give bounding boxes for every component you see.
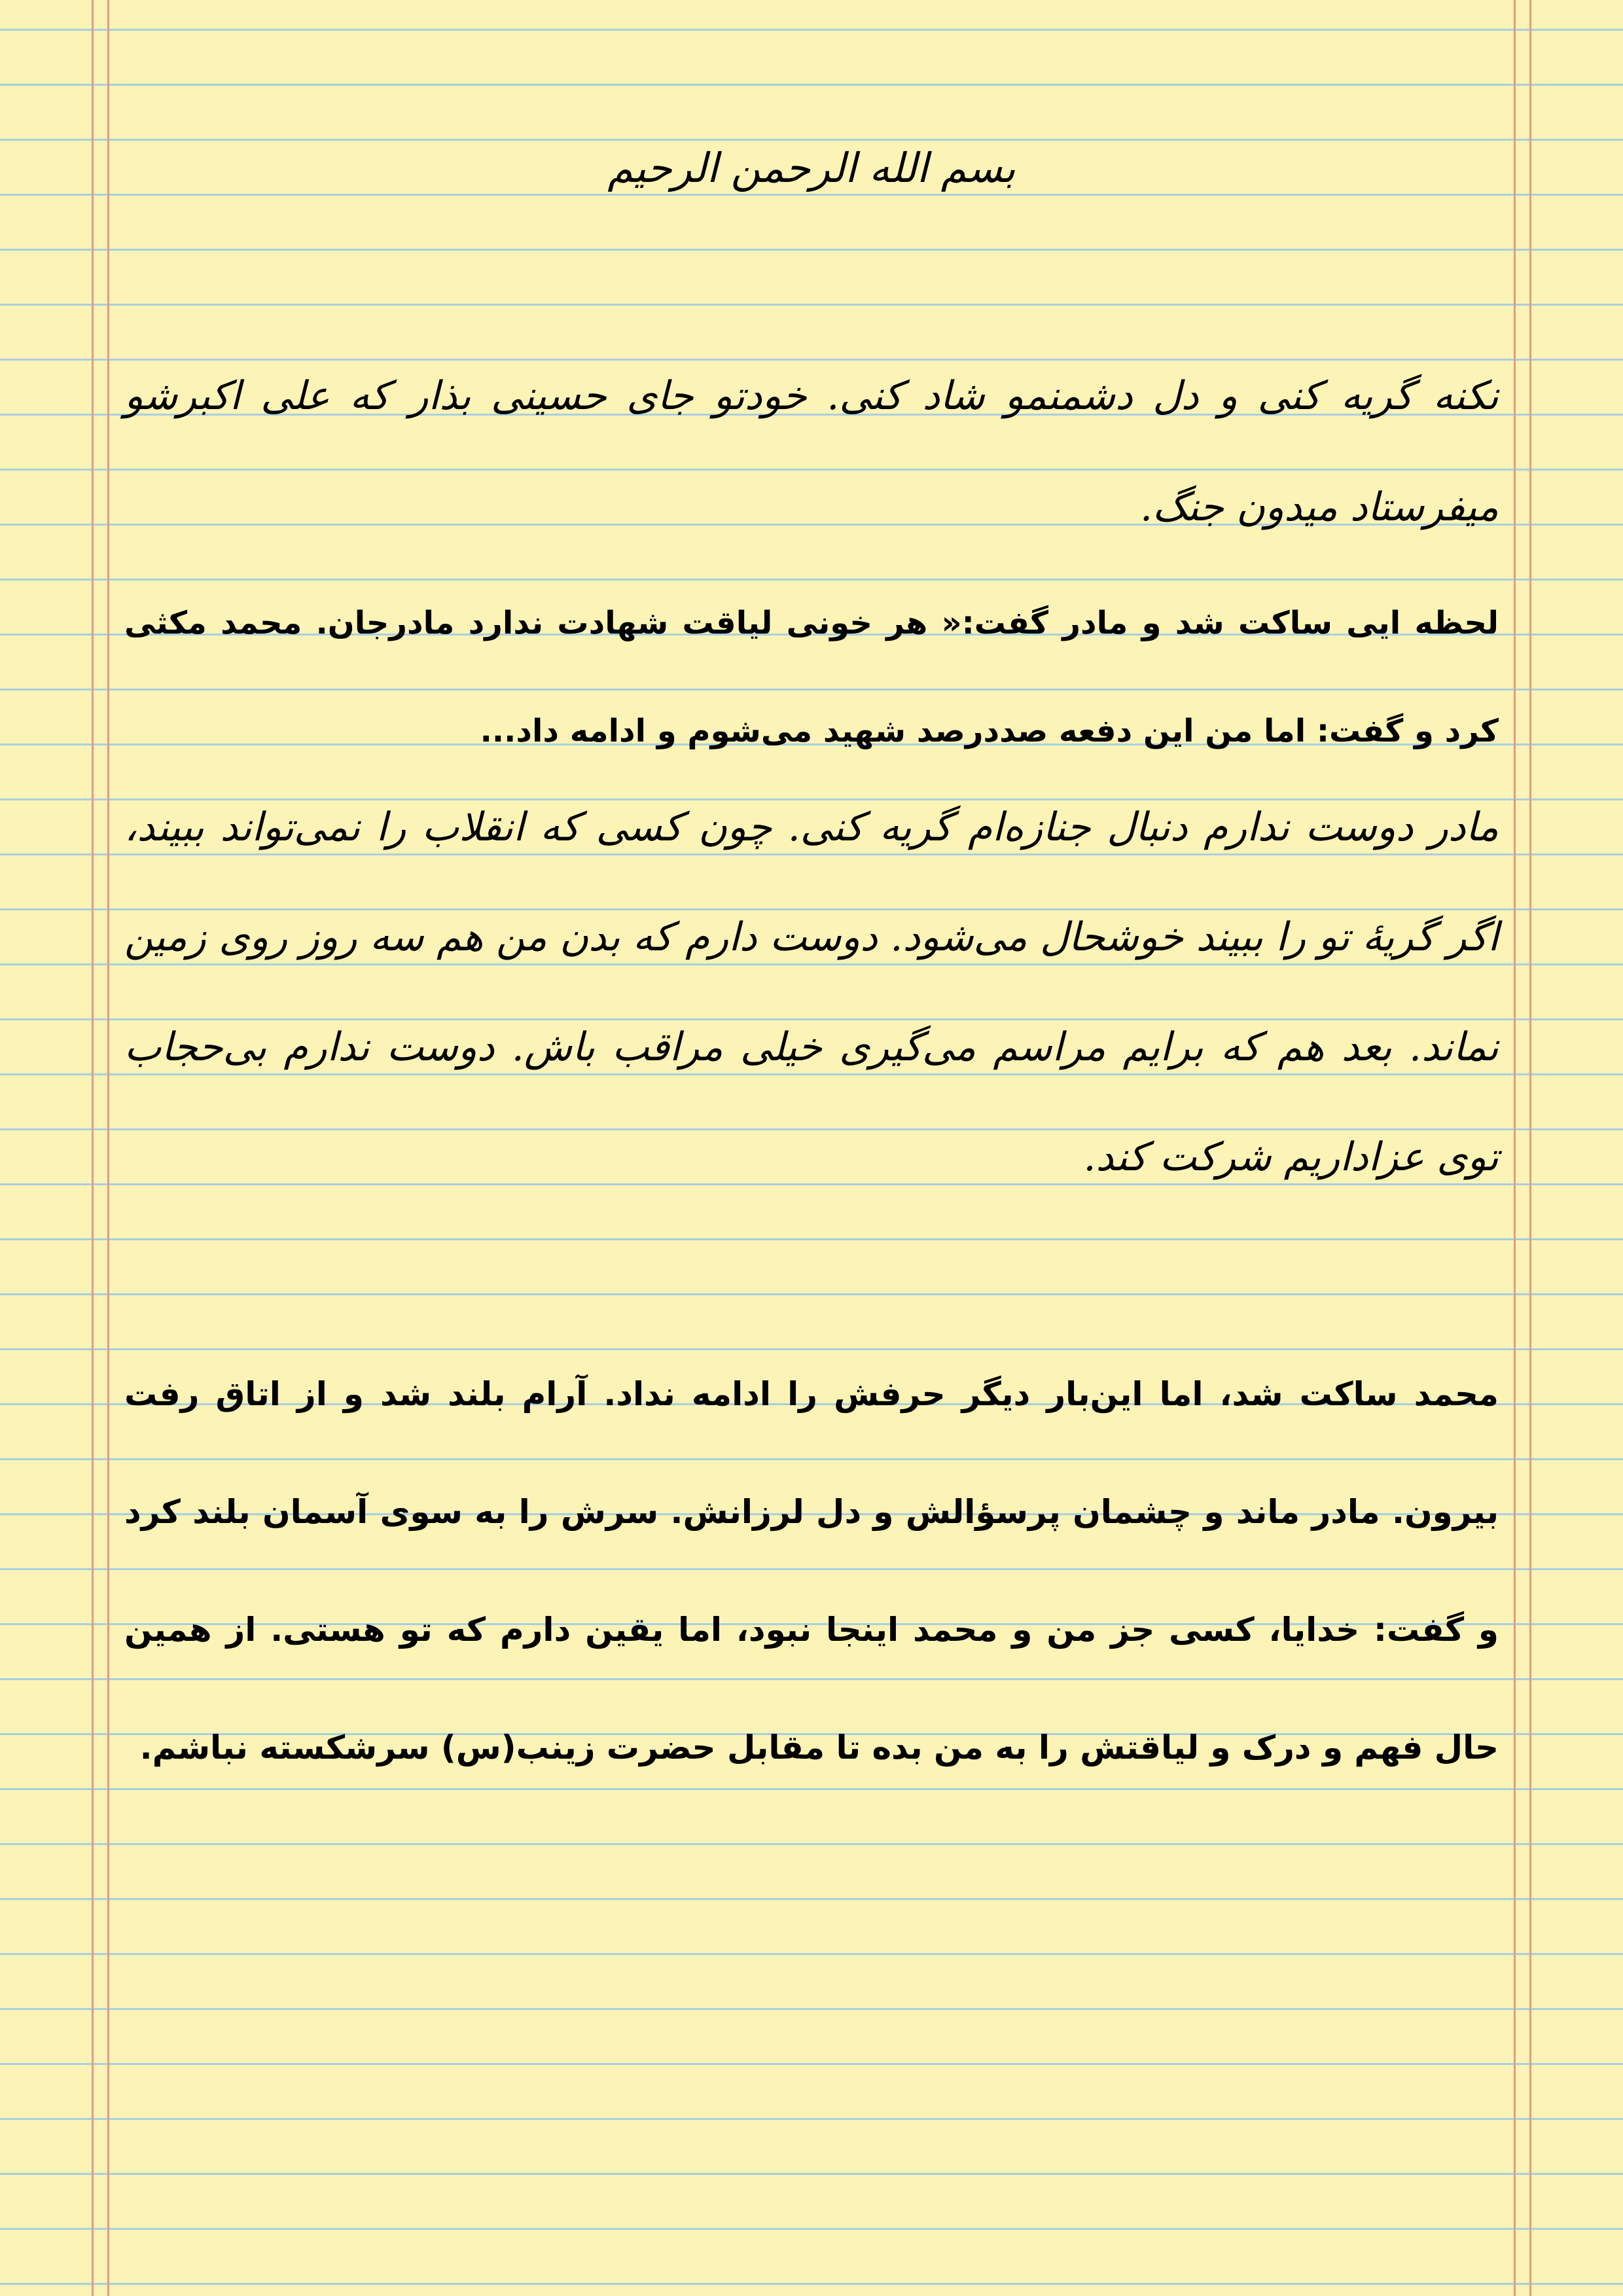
paragraph-4: محمد ساکت شد، اما این‌بار دیگر حرفش را ادامه نداد. آرام بلند شد و از اتاق رفت بیرون. مادر ماند و چشمان پرسؤالش و دل لرزانش. سرش را به سوی آسمان بلند کرد و گفت: خدایا، کسی جز من و محمد اینجا نبود، اما یقین دارم که تو هستی. از همین حال فهم و درک و لیاقتش را به من بده تا مقابل حضرت زینب(س) سرشکسته نباشم. [124,1375,1499,1767]
paragraph-3: مادر دوست ندارم دنبال جنازه‌ام گریه کنی. چون کسی که انقلاب را نمی‌تواند ببیند، اگر گریهٔ تو را ببیند خوشحال می‌شود. دوست دارم که بدن من هم سه روز روی زمین نماند. بعد هم که برایم مراسم می‌گیری خیلی مراقب باش. دوست ندارم بی‌حجاب توی عزاداریم شرکت کند. [124,804,1499,1180]
right-margin-line-outer [1529,0,1531,2296]
paragraph-1: نکنه گریه کنی و دل دشمنمو شاد کنی. خودتو جای حسینی بذار که علی اکبرشو میفرستاد میدون جنگ. [124,373,1499,530]
page-title: بسم الله الرحمن الرحیم [607,144,1016,192]
notebook-page [124,0,1499,2296]
left-margin-line-inner [107,0,109,2296]
paragraph-2: لحظه ایی ساکت شد و مادر گفت:« هر خونی لیاقت شهادت ندارد مادرجان. محمد مکثی کرد و گفت: اما من این دفعه صددرصد شهید می‌شوم و ادامه داد... [124,605,1499,749]
left-margin-line-outer [92,0,94,2296]
right-margin-line-inner [1514,0,1516,2296]
